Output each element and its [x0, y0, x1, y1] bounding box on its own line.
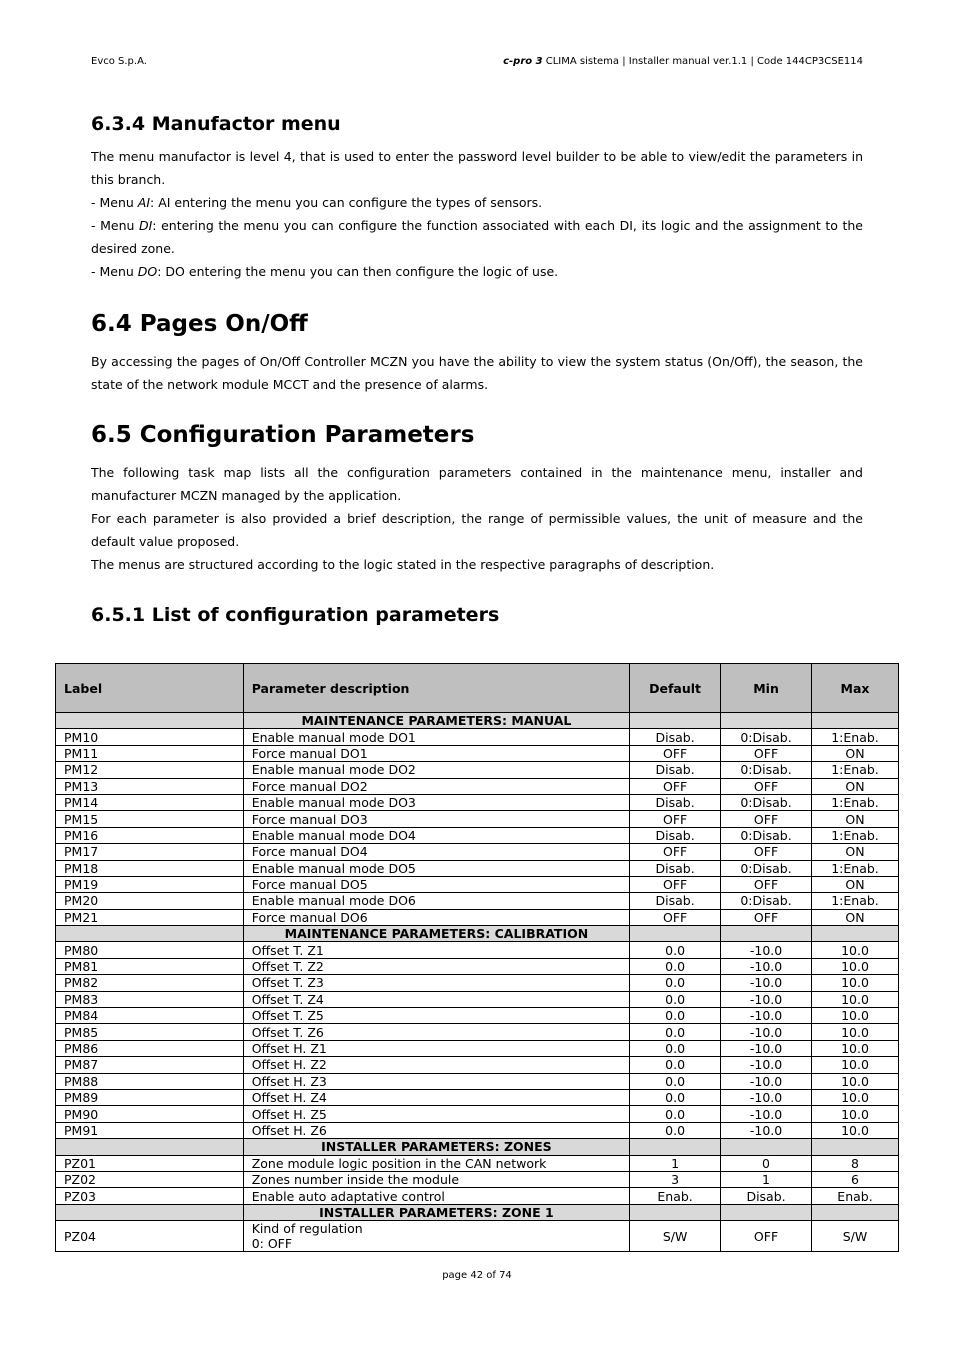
cell-default: 0.0 [630, 1040, 721, 1056]
paragraph: The following task map lists all the configuration parameters contained in the maintenance menu, installer and manufacturer MCZN managed by the application. [91, 465, 863, 503]
cell-min: -10.0 [721, 1122, 812, 1138]
cell-label: PM83 [56, 991, 244, 1007]
section-6-3-4-body [91, 145, 863, 283]
cell-default: 0.0 [630, 1122, 721, 1138]
group-title: MAINTENANCE PARAMETERS: CALIBRATION [243, 926, 629, 942]
header-max: Max [812, 664, 899, 713]
description-line: Kind of regulation [251, 1221, 363, 1237]
cell-default: 0.0 [630, 975, 721, 991]
cell-max: ON [812, 745, 899, 761]
cell-label: PZ04 [56, 1221, 244, 1252]
cell-max: 10.0 [812, 1040, 899, 1056]
cell-max: 10.0 [812, 1024, 899, 1040]
cell-default: Enab. [630, 1188, 721, 1204]
text: : entering the menu you can configure the function associated with each DI, its logic and the assignment to the desired zone. [91, 218, 863, 256]
cell-min: Disab. [721, 1188, 812, 1204]
cell-min: 0:Disab. [721, 729, 812, 745]
table-row [56, 958, 899, 974]
cell-min: 0:Disab. [721, 762, 812, 778]
cell-default: 0.0 [630, 991, 721, 1007]
text: - Menu [91, 195, 138, 210]
cell-max: ON [812, 844, 899, 860]
header-manual-info [503, 56, 863, 67]
cell-label: PM17 [56, 844, 244, 860]
cell-description: Offset H. Z4 [243, 1089, 629, 1105]
table-row [56, 860, 899, 876]
section-6-3-4 [91, 113, 863, 135]
table-row [56, 1171, 899, 1187]
header-description: Parameter description [243, 664, 629, 713]
table-row [56, 1040, 899, 1056]
cell-description: Offset H. Z5 [243, 1106, 629, 1122]
paragraph: By accessing the pages of On/Off Controller MCZN you have the ability to view the system status (On/Off), the season, the state of the network module MCCT and the presence of alarms. [91, 354, 863, 392]
cell-min: 1 [721, 1171, 812, 1187]
text-italic: DO [137, 264, 158, 279]
table-row [56, 844, 899, 860]
cell-label: PM84 [56, 1008, 244, 1024]
cell-default: 3 [630, 1171, 721, 1187]
cell-max: 10.0 [812, 975, 899, 991]
paragraph: For each parameter is also provided a brief description, the range of permissible values, the unit of measure and the default value proposed. [91, 511, 863, 549]
table-row [56, 1188, 899, 1204]
table-row [56, 811, 899, 827]
table-row [56, 1122, 899, 1138]
header-label: Label [56, 664, 244, 713]
paragraph: The menus are structured according to the logic stated in the respective paragraphs of description. [91, 557, 715, 572]
cell-min: OFF [721, 844, 812, 860]
cell-label: PM10 [56, 729, 244, 745]
cell-description: Enable manual mode DO4 [243, 827, 629, 843]
section-6-5 [91, 422, 863, 448]
page-number: page 42 of 74 [442, 1270, 512, 1281]
table-row [56, 1024, 899, 1040]
cell-description: Offset T. Z2 [243, 958, 629, 974]
cell-label: PM11 [56, 745, 244, 761]
cell-description: Offset T. Z6 [243, 1024, 629, 1040]
cell-min: -10.0 [721, 1057, 812, 1073]
cell-default: OFF [630, 909, 721, 925]
table-row [56, 1008, 899, 1024]
cell-description: Force manual DO6 [243, 909, 629, 925]
cell-label: PM82 [56, 975, 244, 991]
cell-label: PM90 [56, 1106, 244, 1122]
cell-max: 10.0 [812, 1057, 899, 1073]
cell-description: Offset H. Z3 [243, 1073, 629, 1089]
cell-default: S/W [630, 1221, 721, 1252]
cell-default: Disab. [630, 729, 721, 745]
text: - Menu [91, 218, 139, 233]
cell-default: 0.0 [630, 1057, 721, 1073]
header-min: Min [721, 664, 812, 713]
cell-max: 1:Enab. [812, 729, 899, 745]
section-title: 6.4 Pages On/Off [91, 311, 308, 337]
text: : AI entering the menu you can configure the types of sensors. [150, 195, 543, 210]
table-row [56, 778, 899, 794]
table-row [56, 942, 899, 958]
cell-default: 0.0 [630, 1024, 721, 1040]
table-row [56, 876, 899, 892]
cell-label: PM18 [56, 860, 244, 876]
header-default: Default [630, 664, 721, 713]
cell-description: Offset T. Z4 [243, 991, 629, 1007]
group-title: INSTALLER PARAMETERS: ZONE 1 [243, 1204, 629, 1220]
cell-min: -10.0 [721, 1089, 812, 1105]
cell-default: OFF [630, 844, 721, 860]
table-row [56, 1089, 899, 1105]
cell-max: ON [812, 811, 899, 827]
cell-description: Offset T. Z3 [243, 975, 629, 991]
group-title: MAINTENANCE PARAMETERS: MANUAL [243, 713, 629, 729]
text-italic: AI [137, 195, 151, 210]
cell-label: PM20 [56, 893, 244, 909]
group-title: INSTALLER PARAMETERS: ZONES [243, 1139, 629, 1155]
cell-default: 0.0 [630, 1106, 721, 1122]
cell-min: OFF [721, 778, 812, 794]
cell-description: Offset T. Z1 [243, 942, 629, 958]
cell-min: -10.0 [721, 942, 812, 958]
cell-description: Offset H. Z2 [243, 1057, 629, 1073]
cell-description: Offset T. Z5 [243, 1008, 629, 1024]
section-6-4 [91, 311, 863, 337]
cell-default: Disab. [630, 827, 721, 843]
text: : DO entering the menu you can then configure the logic of use. [157, 264, 559, 279]
cell-description: Enable manual mode DO5 [243, 860, 629, 876]
paragraph-menu-do [91, 260, 863, 283]
header-company: Evco S.p.A. [91, 56, 147, 67]
cell-min: 0 [721, 1155, 812, 1171]
cell-min: -10.0 [721, 1024, 812, 1040]
paragraph-menu-di [91, 214, 863, 260]
cell-min: -10.0 [721, 1040, 812, 1056]
cell-default: 0.0 [630, 942, 721, 958]
cell-default: Disab. [630, 794, 721, 810]
cell-min: OFF [721, 745, 812, 761]
cell-max: Enab. [812, 1188, 899, 1204]
cell-min: -10.0 [721, 1008, 812, 1024]
cell-min: -10.0 [721, 1106, 812, 1122]
cell-max: 1:Enab. [812, 762, 899, 778]
cell-max: ON [812, 778, 899, 794]
cell-default: OFF [630, 811, 721, 827]
cell-default: 0.0 [630, 1008, 721, 1024]
cell-default: 0.0 [630, 1073, 721, 1089]
cell-min: 0:Disab. [721, 827, 812, 843]
cell-description: Enable manual mode DO6 [243, 893, 629, 909]
section-6-5-body [91, 461, 863, 576]
cell-min: OFF [721, 1221, 812, 1252]
cell-max: ON [812, 909, 899, 925]
cell-label: PM12 [56, 762, 244, 778]
cell-min: -10.0 [721, 975, 812, 991]
cell-label: PM81 [56, 958, 244, 974]
cell-description [243, 1221, 629, 1252]
cell-label: PZ01 [56, 1155, 244, 1171]
section-6-5-1 [91, 604, 863, 626]
cell-description: Zones number inside the module [243, 1171, 629, 1187]
text: - Menu [91, 264, 138, 279]
table-row [56, 991, 899, 1007]
cell-description: Force manual DO5 [243, 876, 629, 892]
cell-max: 8 [812, 1155, 899, 1171]
cell-description: Zone module logic position in the CAN network [243, 1155, 629, 1171]
cell-description: Offset H. Z1 [243, 1040, 629, 1056]
group-row [56, 926, 899, 942]
group-row [56, 1204, 899, 1220]
cell-default: Disab. [630, 893, 721, 909]
cell-label: PZ03 [56, 1188, 244, 1204]
cell-min: OFF [721, 876, 812, 892]
section-title: 6.5 Configuration Parameters [91, 422, 475, 448]
cell-min: OFF [721, 811, 812, 827]
table-row [56, 762, 899, 778]
cell-min: -10.0 [721, 991, 812, 1007]
cell-min: OFF [721, 909, 812, 925]
paragraph: The menu manufactor is level 4, that is used to enter the password level builder to be able to view/edit the parameters in this branch. [91, 149, 863, 187]
cell-max: S/W [812, 1221, 899, 1252]
cell-description: Force manual DO3 [243, 811, 629, 827]
section-title: 6.5.1 List of configuration parameters [91, 604, 500, 626]
table-row [56, 909, 899, 925]
cell-max: 1:Enab. [812, 860, 899, 876]
cell-label: PM89 [56, 1089, 244, 1105]
description-line: 0: OFF [251, 1236, 293, 1252]
header-manual-rest: CLIMA sistema | Installer manual ver.1.1 | Code 144CP3CSE114 [542, 56, 863, 67]
cell-min: -10.0 [721, 1073, 812, 1089]
cell-max: 10.0 [812, 958, 899, 974]
cell-description: Enable auto adaptative control [243, 1188, 629, 1204]
cell-label: PZ02 [56, 1171, 244, 1187]
cell-label: PM80 [56, 942, 244, 958]
cell-description: Force manual DO2 [243, 778, 629, 794]
cell-max: 1:Enab. [812, 827, 899, 843]
cell-description: Force manual DO4 [243, 844, 629, 860]
cell-label: PM14 [56, 794, 244, 810]
cell-label: PM16 [56, 827, 244, 843]
cell-min: -10.0 [721, 958, 812, 974]
cell-label: PM21 [56, 909, 244, 925]
table-row [56, 1073, 899, 1089]
paragraph-menu-ai [91, 191, 863, 214]
cell-label: PM87 [56, 1057, 244, 1073]
cell-label: PM85 [56, 1024, 244, 1040]
header-product: c-pro 3 [503, 56, 543, 67]
cell-label: PM91 [56, 1122, 244, 1138]
cell-description: Force manual DO1 [243, 745, 629, 761]
cell-max: ON [812, 876, 899, 892]
cell-max: 1:Enab. [812, 794, 899, 810]
group-row [56, 713, 899, 729]
table-row [56, 975, 899, 991]
table-row [56, 1155, 899, 1171]
cell-max: 1:Enab. [812, 893, 899, 909]
table-row [56, 794, 899, 810]
table-row [56, 827, 899, 843]
cell-label: PM86 [56, 1040, 244, 1056]
cell-label: PM15 [56, 811, 244, 827]
group-row [56, 1139, 899, 1155]
table-row [56, 729, 899, 745]
cell-min: 0:Disab. [721, 860, 812, 876]
cell-default: 0.0 [630, 958, 721, 974]
table-row [56, 745, 899, 761]
cell-min: 0:Disab. [721, 893, 812, 909]
cell-description: Offset H. Z6 [243, 1122, 629, 1138]
parameters-table [55, 663, 899, 1252]
cell-max: 10.0 [812, 1122, 899, 1138]
cell-max: 10.0 [812, 1008, 899, 1024]
cell-default: Disab. [630, 762, 721, 778]
table-body [56, 713, 899, 1252]
cell-max: 6 [812, 1171, 899, 1187]
cell-default: OFF [630, 745, 721, 761]
cell-max: 10.0 [812, 1106, 899, 1122]
section-6-4-body [91, 350, 863, 396]
cell-default: Disab. [630, 860, 721, 876]
cell-default: 0.0 [630, 1089, 721, 1105]
text-italic: DI [138, 218, 153, 233]
cell-description: Enable manual mode DO1 [243, 729, 629, 745]
cell-default: 1 [630, 1155, 721, 1171]
cell-max: 10.0 [812, 991, 899, 1007]
table-header-row [56, 664, 899, 713]
table-row [56, 893, 899, 909]
cell-max: 10.0 [812, 942, 899, 958]
cell-default: OFF [630, 876, 721, 892]
table-row [56, 1221, 899, 1252]
cell-min: 0:Disab. [721, 794, 812, 810]
cell-description: Enable manual mode DO2 [243, 762, 629, 778]
section-title: 6.3.4 Manufactor menu [91, 113, 341, 135]
cell-label: PM19 [56, 876, 244, 892]
table-row [56, 1106, 899, 1122]
cell-max: 10.0 [812, 1089, 899, 1105]
cell-description: Enable manual mode DO3 [243, 794, 629, 810]
cell-default: OFF [630, 778, 721, 794]
cell-label: PM13 [56, 778, 244, 794]
cell-label: PM88 [56, 1073, 244, 1089]
cell-max: 10.0 [812, 1073, 899, 1089]
table-row [56, 1057, 899, 1073]
